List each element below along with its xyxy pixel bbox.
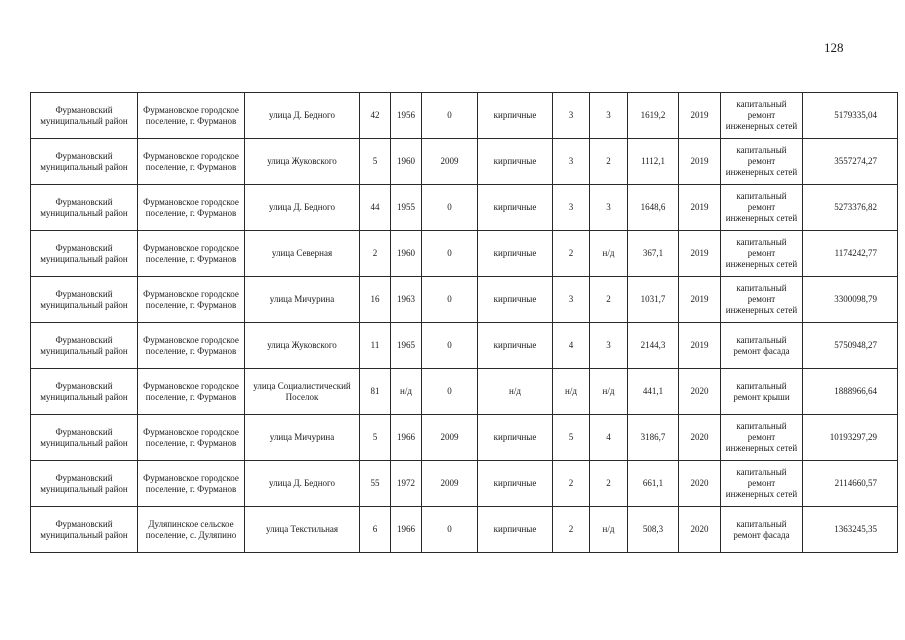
cell-floors: 2 [553, 231, 590, 277]
cell-year-built: 1956 [391, 93, 422, 139]
cell-floors: 3 [553, 93, 590, 139]
cell-wall-material: кирпичные [478, 231, 553, 277]
cell-year-built: 1966 [391, 415, 422, 461]
cell-street: улица Социалистический Поселок [245, 369, 360, 415]
cell-plan-year: 2020 [679, 461, 721, 507]
cell-settlement: Дуляпинское сельское поселение, с. Дуляпино [138, 507, 245, 553]
cell-cost: 5750948,27 [803, 323, 898, 369]
cell-year-overhaul: 0 [422, 369, 478, 415]
cell-street: улица Д. Бедного [245, 185, 360, 231]
cell-floors: 3 [553, 185, 590, 231]
table-row [31, 507, 898, 553]
cell-settlement: Фурмановское городское поселение, г. Фурманов [138, 185, 245, 231]
cell-district: Фурмановский муниципальный район [31, 139, 138, 185]
cell-year-built: 1965 [391, 323, 422, 369]
cell-year-built: 1972 [391, 461, 422, 507]
cell-year-built: 1955 [391, 185, 422, 231]
cell-entrances: н/д [590, 507, 628, 553]
cell-floors: 5 [553, 415, 590, 461]
cell-plan-year: 2020 [679, 369, 721, 415]
cell-entrances: 3 [590, 93, 628, 139]
cell-area: 1112,1 [628, 139, 679, 185]
cell-wall-material: кирпичные [478, 507, 553, 553]
cell-house: 5 [360, 415, 391, 461]
cell-year-overhaul: 0 [422, 93, 478, 139]
cell-floors: 2 [553, 507, 590, 553]
cell-year-built: н/д [391, 369, 422, 415]
table-row [31, 323, 898, 369]
cell-plan-year: 2019 [679, 231, 721, 277]
table-row [31, 369, 898, 415]
cell-cost: 5179335,04 [803, 93, 898, 139]
cell-district: Фурмановский муниципальный район [31, 231, 138, 277]
overhaul-registry-table [30, 92, 898, 553]
cell-floors: н/д [553, 369, 590, 415]
cell-year-built: 1960 [391, 139, 422, 185]
cell-house: 5 [360, 139, 391, 185]
cell-area: 3186,7 [628, 415, 679, 461]
table-row [31, 93, 898, 139]
cell-plan-year: 2019 [679, 323, 721, 369]
cell-wall-material: кирпичные [478, 185, 553, 231]
cell-plan-year: 2019 [679, 139, 721, 185]
cell-district: Фурмановский муниципальный район [31, 277, 138, 323]
cell-area: 1648,6 [628, 185, 679, 231]
cell-street: улица Мичурина [245, 277, 360, 323]
cell-year-overhaul: 0 [422, 277, 478, 323]
cell-area: 661,1 [628, 461, 679, 507]
cell-entrances: 3 [590, 323, 628, 369]
table-row [31, 277, 898, 323]
cell-work-type: капитальный ремонт инженерных сетей [721, 231, 803, 277]
cell-area: 367,1 [628, 231, 679, 277]
cell-floors: 3 [553, 139, 590, 185]
cell-street: улица Северная [245, 231, 360, 277]
cell-year-overhaul: 0 [422, 507, 478, 553]
cell-work-type: капитальный ремонт крыши [721, 369, 803, 415]
cell-year-overhaul: 0 [422, 323, 478, 369]
table-row [31, 415, 898, 461]
cell-settlement: Фурмановское городское поселение, г. Фурманов [138, 139, 245, 185]
table-body [31, 93, 898, 553]
cell-area: 508,3 [628, 507, 679, 553]
table-row [31, 461, 898, 507]
cell-entrances: н/д [590, 231, 628, 277]
cell-entrances: 3 [590, 185, 628, 231]
cell-work-type: капитальный ремонт фасада [721, 507, 803, 553]
cell-entrances: н/д [590, 369, 628, 415]
cell-wall-material: н/д [478, 369, 553, 415]
cell-year-overhaul: 0 [422, 231, 478, 277]
cell-district: Фурмановский муниципальный район [31, 93, 138, 139]
cell-entrances: 4 [590, 415, 628, 461]
cell-year-built: 1960 [391, 231, 422, 277]
cell-house: 11 [360, 323, 391, 369]
cell-wall-material: кирпичные [478, 277, 553, 323]
cell-district: Фурмановский муниципальный район [31, 461, 138, 507]
cell-settlement: Фурмановское городское поселение, г. Фурманов [138, 277, 245, 323]
cell-plan-year: 2019 [679, 93, 721, 139]
cell-area: 1619,2 [628, 93, 679, 139]
cell-wall-material: кирпичные [478, 93, 553, 139]
cell-work-type: капитальный ремонт инженерных сетей [721, 139, 803, 185]
cell-wall-material: кирпичные [478, 323, 553, 369]
cell-year-built: 1963 [391, 277, 422, 323]
cell-house: 16 [360, 277, 391, 323]
cell-cost: 3300098,79 [803, 277, 898, 323]
cell-settlement: Фурмановское городское поселение, г. Фурманов [138, 461, 245, 507]
cell-year-overhaul: 2009 [422, 461, 478, 507]
cell-year-overhaul: 2009 [422, 415, 478, 461]
cell-entrances: 2 [590, 277, 628, 323]
cell-street: улица Д. Бедного [245, 461, 360, 507]
cell-plan-year: 2020 [679, 507, 721, 553]
cell-entrances: 2 [590, 139, 628, 185]
cell-plan-year: 2019 [679, 185, 721, 231]
cell-district: Фурмановский муниципальный район [31, 415, 138, 461]
cell-entrances: 2 [590, 461, 628, 507]
cell-street: улица Жуковского [245, 323, 360, 369]
cell-district: Фурмановский муниципальный район [31, 185, 138, 231]
page-number: 128 [824, 40, 844, 55]
cell-work-type: капитальный ремонт инженерных сетей [721, 93, 803, 139]
cell-cost: 1363245,35 [803, 507, 898, 553]
cell-settlement: Фурмановское городское поселение, г. Фурманов [138, 323, 245, 369]
cell-house: 55 [360, 461, 391, 507]
cell-settlement: Фурмановское городское поселение, г. Фурманов [138, 231, 245, 277]
cell-plan-year: 2019 [679, 277, 721, 323]
cell-area: 441,1 [628, 369, 679, 415]
cell-work-type: капитальный ремонт инженерных сетей [721, 277, 803, 323]
table-row [31, 139, 898, 185]
table-row [31, 231, 898, 277]
cell-floors: 2 [553, 461, 590, 507]
cell-settlement: Фурмановское городское поселение, г. Фурманов [138, 415, 245, 461]
cell-district: Фурмановский муниципальный район [31, 323, 138, 369]
cell-wall-material: кирпичные [478, 415, 553, 461]
cell-cost: 1888966,64 [803, 369, 898, 415]
cell-street: улица Жуковского [245, 139, 360, 185]
cell-house: 44 [360, 185, 391, 231]
cell-year-overhaul: 0 [422, 185, 478, 231]
cell-work-type: капитальный ремонт инженерных сетей [721, 185, 803, 231]
cell-district: Фурмановский муниципальный район [31, 369, 138, 415]
cell-district: Фурмановский муниципальный район [31, 507, 138, 553]
cell-work-type: капитальный ремонт фасада [721, 323, 803, 369]
cell-year-built: 1966 [391, 507, 422, 553]
cell-work-type: капитальный ремонт инженерных сетей [721, 461, 803, 507]
cell-plan-year: 2020 [679, 415, 721, 461]
cell-house: 6 [360, 507, 391, 553]
cell-wall-material: кирпичные [478, 461, 553, 507]
cell-house: 81 [360, 369, 391, 415]
cell-wall-material: кирпичные [478, 139, 553, 185]
cell-cost: 5273376,82 [803, 185, 898, 231]
cell-settlement: Фурмановское городское поселение, г. Фурманов [138, 93, 245, 139]
cell-settlement: Фурмановское городское поселение, г. Фурманов [138, 369, 245, 415]
cell-cost: 1174242,77 [803, 231, 898, 277]
cell-street: улица Мичурина [245, 415, 360, 461]
table-row [31, 185, 898, 231]
cell-cost: 10193297,29 [803, 415, 898, 461]
cell-work-type: капитальный ремонт инженерных сетей [721, 415, 803, 461]
cell-area: 2144,3 [628, 323, 679, 369]
cell-cost: 2114660,57 [803, 461, 898, 507]
cell-street: улица Текстильная [245, 507, 360, 553]
cell-house: 2 [360, 231, 391, 277]
cell-cost: 3557274,27 [803, 139, 898, 185]
cell-floors: 4 [553, 323, 590, 369]
cell-area: 1031,7 [628, 277, 679, 323]
cell-house: 42 [360, 93, 391, 139]
cell-year-overhaul: 2009 [422, 139, 478, 185]
cell-street: улица Д. Бедного [245, 93, 360, 139]
cell-floors: 3 [553, 277, 590, 323]
